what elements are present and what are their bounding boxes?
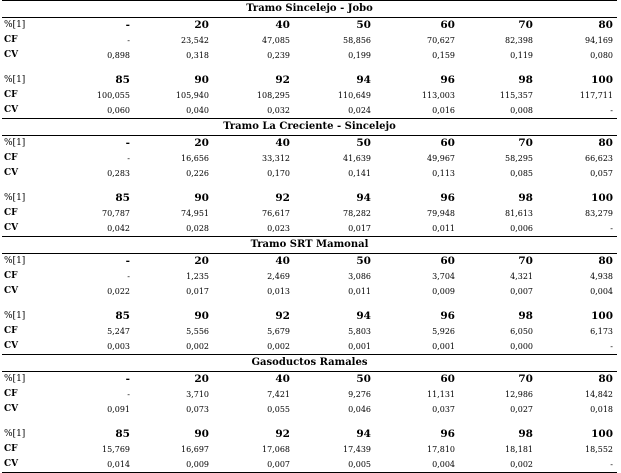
table-cell: 23,542 [181, 36, 209, 45]
table-cell: 0,001 [348, 342, 371, 351]
table-cell: 3,704 [432, 272, 455, 281]
cv-label: CV [4, 341, 19, 351]
table-section [2, 0, 617, 118]
table-cell: 0,006 [510, 224, 533, 233]
percent-row [2, 136, 617, 151]
table-cell: 0,001 [432, 342, 455, 351]
table-cell: 0,007 [510, 287, 533, 296]
table-cell: 6,050 [510, 327, 533, 336]
table-cell: 18,552 [585, 445, 613, 454]
table-cell: 0,023 [267, 224, 290, 233]
table-cell: - [610, 224, 613, 233]
table-cell: 85 [115, 74, 130, 86]
cv-label: CV [4, 286, 19, 296]
table-cell: 96 [440, 310, 455, 322]
table-cell: 5,803 [348, 327, 371, 336]
cv-label: CV [4, 223, 19, 233]
cf-label: CF [4, 389, 18, 399]
table-cell: 70,787 [102, 209, 130, 218]
table-cell: 0,199 [348, 51, 371, 60]
table-cell: - [610, 460, 613, 469]
table-cell: 96 [440, 428, 455, 440]
table-cell: 105,940 [175, 91, 209, 100]
table-cell: 80 [598, 137, 613, 149]
table-cell: 70 [518, 19, 533, 31]
table-cell: 90 [194, 192, 209, 204]
table-cell: 100 [591, 310, 613, 322]
table-cell: 0,022 [107, 287, 130, 296]
table-cell: 0,080 [590, 51, 613, 60]
table-cell: 94 [356, 310, 371, 322]
table-cell: 40 [275, 19, 290, 31]
table-cell: 60 [440, 19, 455, 31]
table-cell: 85 [115, 310, 130, 322]
table-cell: 0,000 [510, 342, 533, 351]
table-cell: 0,003 [107, 342, 130, 351]
table-cell: 0,009 [186, 460, 209, 469]
table-cell: - [127, 36, 130, 45]
table-cell: 90 [194, 428, 209, 440]
cf-row [2, 88, 617, 103]
table-cell: - [125, 255, 130, 267]
table-cell: 70 [518, 373, 533, 385]
table-cell: 0,898 [107, 51, 130, 60]
table-cell: 0,017 [186, 287, 209, 296]
table-cell: 92 [275, 192, 290, 204]
table-cell: 5,556 [186, 327, 209, 336]
table-cell: 94,169 [585, 36, 613, 45]
percent-label: %[1] [4, 429, 26, 439]
table-cell: 47,085 [262, 36, 290, 45]
table-cell: 3,710 [186, 390, 209, 399]
table-cell: 100,055 [96, 91, 130, 100]
table-cell: 7,421 [267, 390, 290, 399]
table-cell: 0,055 [267, 405, 290, 414]
table-cell: 100 [591, 428, 613, 440]
percent-label: %[1] [4, 374, 26, 384]
table-cell: 20 [194, 19, 209, 31]
percent-row [2, 309, 617, 324]
cost-table [2, 0, 617, 473]
table-cell: 9,276 [348, 390, 371, 399]
table-cell: 17,810 [427, 445, 455, 454]
percent-row [2, 427, 617, 442]
table-cell: 0,002 [186, 342, 209, 351]
section-title: Tramo Sincelejo - Jobo [2, 0, 617, 18]
table-cell: 0,005 [348, 460, 371, 469]
table-cell: 40 [275, 137, 290, 149]
table-cell: 20 [194, 137, 209, 149]
table-cell: 94 [356, 428, 371, 440]
table-cell: 6,173 [590, 327, 613, 336]
table-cell: 96 [440, 74, 455, 86]
table-cell: 0,013 [267, 287, 290, 296]
cf-label: CF [4, 153, 18, 163]
table-cell: 5,247 [107, 327, 130, 336]
table-cell: 85 [115, 428, 130, 440]
section-title: Tramo La Creciente - Sincelejo [2, 118, 617, 136]
table-cell: 0,091 [107, 405, 130, 414]
percent-label: %[1] [4, 75, 26, 85]
table-cell: 0,016 [432, 106, 455, 115]
table-cell: 0,011 [348, 287, 371, 296]
table-cell: 98 [518, 192, 533, 204]
table-cell: 70 [518, 137, 533, 149]
cf-label: CF [4, 35, 18, 45]
table-cell: 0,017 [348, 224, 371, 233]
table-cell: 0,057 [590, 169, 613, 178]
table-cell: 0,028 [186, 224, 209, 233]
table-cell: 96 [440, 192, 455, 204]
table-cell: 115,357 [499, 91, 533, 100]
percent-label: %[1] [4, 138, 26, 148]
table-cell: 78,282 [343, 209, 371, 218]
table-cell: 20 [194, 373, 209, 385]
table-cell: 17,439 [343, 445, 371, 454]
table-cell: 76,617 [262, 209, 290, 218]
cf-row [2, 151, 617, 166]
table-cell: 5,679 [267, 327, 290, 336]
table-cell: 83,279 [585, 209, 613, 218]
table-cell: 40 [275, 373, 290, 385]
percent-row [2, 18, 617, 33]
row-spacer [2, 299, 617, 309]
cv-row [2, 457, 617, 472]
table-cell: 108,295 [256, 91, 290, 100]
table-cell: 0,170 [267, 169, 290, 178]
table-cell: 1,235 [186, 272, 209, 281]
table-cell: - [127, 272, 130, 281]
table-cell: - [610, 342, 613, 351]
table-cell: - [127, 154, 130, 163]
table-cell: 85 [115, 192, 130, 204]
cf-row [2, 206, 617, 221]
table-cell: 98 [518, 428, 533, 440]
table-cell: 0,008 [510, 106, 533, 115]
table-cell: 0,318 [186, 51, 209, 60]
row-spacer [2, 181, 617, 191]
table-cell: 100 [591, 192, 613, 204]
table-cell: 92 [275, 428, 290, 440]
table-cell: 0,060 [107, 106, 130, 115]
table-section [2, 354, 617, 473]
table-cell: 70 [518, 255, 533, 267]
cf-row [2, 33, 617, 48]
table-cell: 0,239 [267, 51, 290, 60]
table-cell: 0,024 [348, 106, 371, 115]
cv-label: CV [4, 50, 19, 60]
table-cell: 0,011 [432, 224, 455, 233]
table-cell: 0,018 [590, 405, 613, 414]
table-cell: 58,295 [505, 154, 533, 163]
cf-label: CF [4, 444, 18, 454]
table-cell: 50 [356, 19, 371, 31]
percent-row [2, 372, 617, 387]
table-cell: 80 [598, 19, 613, 31]
table-cell: 74,951 [181, 209, 209, 218]
table-cell: 90 [194, 310, 209, 322]
table-cell: 0,007 [267, 460, 290, 469]
cv-label: CV [4, 168, 19, 178]
table-cell: 0,037 [432, 405, 455, 414]
table-cell: 70,627 [427, 36, 455, 45]
table-cell: 11,131 [427, 390, 455, 399]
table-section [2, 118, 617, 236]
table-cell: 98 [518, 74, 533, 86]
table-cell: 81,613 [505, 209, 533, 218]
table-cell: 0,073 [186, 405, 209, 414]
cf-label: CF [4, 208, 18, 218]
table-cell: 50 [356, 255, 371, 267]
section-title: Tramo SRT Mamonal [2, 236, 617, 254]
percent-label: %[1] [4, 256, 26, 266]
table-cell: 90 [194, 74, 209, 86]
table-cell: 0,027 [510, 405, 533, 414]
table-cell: 3,086 [348, 272, 371, 281]
table-cell: 60 [440, 373, 455, 385]
table-cell: 100 [591, 74, 613, 86]
table-cell: 18,181 [505, 445, 533, 454]
percent-row [2, 191, 617, 206]
cv-row [2, 48, 617, 63]
table-cell: 0,283 [107, 169, 130, 178]
cf-label: CF [4, 90, 18, 100]
table-cell: 113,003 [421, 91, 455, 100]
table-cell: 0,004 [432, 460, 455, 469]
cv-label: CV [4, 404, 19, 414]
cv-row [2, 339, 617, 354]
cf-label: CF [4, 326, 18, 336]
table-cell: 0,009 [432, 287, 455, 296]
table-cell: - [125, 373, 130, 385]
percent-label: %[1] [4, 193, 26, 203]
table-cell: 4,321 [510, 272, 533, 281]
cf-row [2, 442, 617, 457]
cv-row [2, 221, 617, 236]
table-cell: 0,141 [348, 169, 371, 178]
table-cell: 4,938 [590, 272, 613, 281]
table-cell: - [127, 390, 130, 399]
cv-label: CV [4, 459, 19, 469]
table-cell: 94 [356, 192, 371, 204]
table-cell: 16,697 [181, 445, 209, 454]
cf-label: CF [4, 271, 18, 281]
table-cell: 0,014 [107, 460, 130, 469]
cf-row [2, 324, 617, 339]
table-cell: 60 [440, 137, 455, 149]
table-cell: 2,469 [267, 272, 290, 281]
table-cell: 50 [356, 137, 371, 149]
table-cell: 0,226 [186, 169, 209, 178]
table-cell: - [125, 137, 130, 149]
table-cell: 98 [518, 310, 533, 322]
cf-row [2, 269, 617, 284]
table-cell: 117,711 [579, 91, 613, 100]
table-cell: 5,926 [432, 327, 455, 336]
table-cell: 0,119 [510, 51, 533, 60]
table-cell: 0,032 [267, 106, 290, 115]
table-cell: 110,649 [337, 91, 371, 100]
table-cell: 0,085 [510, 169, 533, 178]
cv-row [2, 284, 617, 299]
table-cell: 0,002 [510, 460, 533, 469]
table-cell: 0,046 [348, 405, 371, 414]
cv-row [2, 166, 617, 181]
table-section [2, 236, 617, 354]
section-title: Gasoductos Ramales [2, 354, 617, 372]
table-cell: 15,769 [102, 445, 130, 454]
table-cell: 40 [275, 255, 290, 267]
percent-row [2, 254, 617, 269]
table-cell: 94 [356, 74, 371, 86]
table-cell: 82,398 [505, 36, 533, 45]
table-cell: - [610, 106, 613, 115]
row-spacer [2, 63, 617, 73]
table-cell: 50 [356, 373, 371, 385]
table-cell: 0,042 [107, 224, 130, 233]
table-cell: 80 [598, 255, 613, 267]
table-cell: 79,948 [427, 209, 455, 218]
table-cell: 0,002 [267, 342, 290, 351]
table-cell: 80 [598, 373, 613, 385]
percent-label: %[1] [4, 20, 26, 30]
table-cell: 41,639 [343, 154, 371, 163]
cv-row [2, 402, 617, 417]
table-cell: 0,113 [432, 169, 455, 178]
table-cell: 92 [275, 310, 290, 322]
table-cell: - [125, 19, 130, 31]
table-cell: 0,004 [590, 287, 613, 296]
table-cell: 66,623 [585, 154, 613, 163]
table-cell: 20 [194, 255, 209, 267]
row-spacer [2, 417, 617, 427]
table-cell: 17,068 [262, 445, 290, 454]
table-cell: 92 [275, 74, 290, 86]
table-cell: 58,856 [343, 36, 371, 45]
table-cell: 14,842 [585, 390, 613, 399]
cv-label: CV [4, 105, 19, 115]
percent-label: %[1] [4, 311, 26, 321]
table-cell: 0,159 [432, 51, 455, 60]
table-cell: 0,040 [186, 106, 209, 115]
table-cell: 16,656 [181, 154, 209, 163]
table-cell: 49,967 [427, 154, 455, 163]
table-cell: 60 [440, 255, 455, 267]
table-cell: 33,312 [262, 154, 290, 163]
table-cell: 12,986 [505, 390, 533, 399]
percent-row [2, 73, 617, 88]
cv-row [2, 103, 617, 118]
cf-row [2, 387, 617, 402]
